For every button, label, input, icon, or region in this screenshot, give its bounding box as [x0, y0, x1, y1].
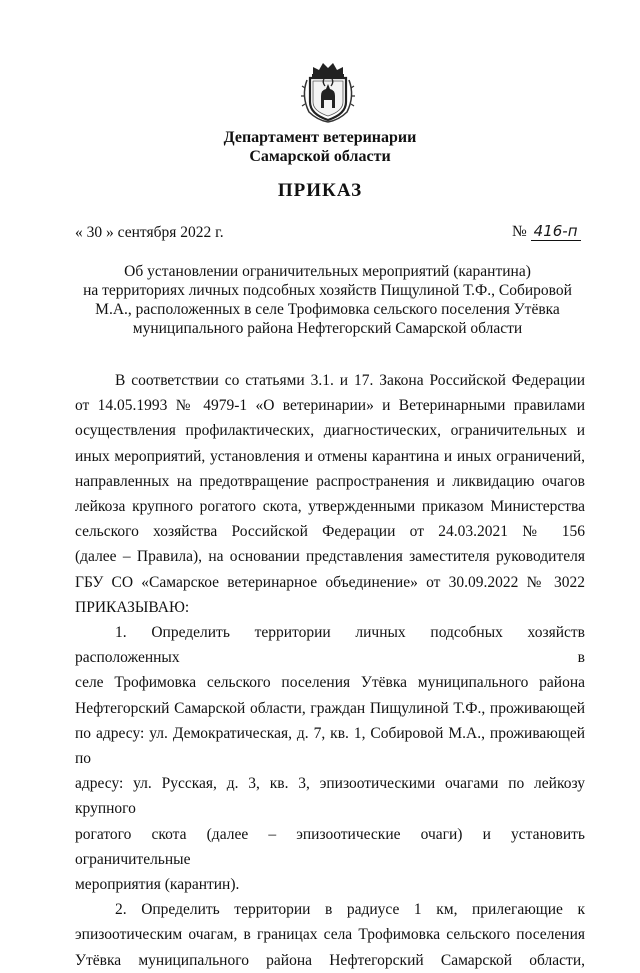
body-line: по адресу: ул. Демократическая, д. 7, кв. 1, Собировой М.А., проживающей по [75, 724, 585, 768]
body-text [75, 368, 585, 973]
body-line: адресу: ул. Русская, д. 3, кв. 3, эпизоотическими очагами по лейкозу крупного [75, 775, 585, 818]
document-title: ПРИКАЗ [277, 180, 363, 201]
body-line: 1. Определить территории личных подсобных хозяйств расположенных в [75, 624, 585, 667]
body-line: ГБУ СО «Самарское ветеринарное объединение» от 30.09.2022 № 3022 [75, 573, 585, 591]
body-line: (далее – Правила), на основании представления заместителя руководителя [75, 548, 585, 566]
department-name-line1: Департамент ветеринарии [223, 129, 417, 146]
body-line: Утёвка муниципального района Нефтегорский Самарской области, [75, 951, 585, 969]
body-line: лейкоза крупного рогатого скота, утвержденными приказом Министерства [75, 498, 585, 516]
body-line: направленных на предотвращение распространения и ликвидацию очагов [75, 472, 585, 490]
subject-line: муниципального района Нефтегорский Самарской области [132, 320, 523, 337]
body-line: Нефтегорский Самарской области, граждан Пищулиной Т.Ф., проживающей [75, 699, 585, 717]
body-line: селе Трофимовка сельского поселения Утёвка муниципального района [75, 674, 585, 692]
order-number-handwritten: 416-п [531, 222, 581, 241]
body-line: рогатого скота (далее – эпизоотические очаги) и установить ограничительные [75, 825, 585, 868]
body-line: от 14.05.1993 № 4979-1 «О ветеринарии» и Ветеринарными правилами [75, 397, 585, 415]
order-number [512, 222, 581, 241]
order-date: « 30 » сентября 2022 г. [75, 224, 224, 241]
order-number-prefix: № [512, 223, 527, 240]
body-line: иных мероприятий, установления и отмены карантина и иных ограничений, [75, 447, 585, 465]
subject-line: на территориях личных подсобных хозяйств Пищулиной Т.Ф., Собировой [83, 282, 572, 299]
body-line: ПРИКАЗЫВАЮ: [75, 598, 190, 616]
subject-line: Об установлении ограничительных мероприятий (карантина) [124, 263, 531, 280]
subject-line: М.А., расположенных в селе Трофимовка сельского поселения Утёвка [95, 301, 560, 318]
samara-coat-of-arms-icon [299, 58, 357, 124]
body-line: 2. Определить территории в радиусе 1 км, прилегающие к [115, 901, 585, 919]
body-line: В соответствии со статьями 3.1. и 17. Закона Российской Федерации [115, 372, 585, 389]
body-line: осуществления профилактических, диагностических, ограничительных и [75, 422, 585, 440]
body-line: эпизоотическим очагам, в границах села Трофимовка сельского поселения [75, 926, 585, 944]
body-line: мероприятия (карантин). [75, 876, 240, 894]
body-line: сельского хозяйства Российской Федерации от 24.03.2021 № 156 [75, 523, 585, 541]
department-name-line2: Самарской области [249, 148, 391, 165]
